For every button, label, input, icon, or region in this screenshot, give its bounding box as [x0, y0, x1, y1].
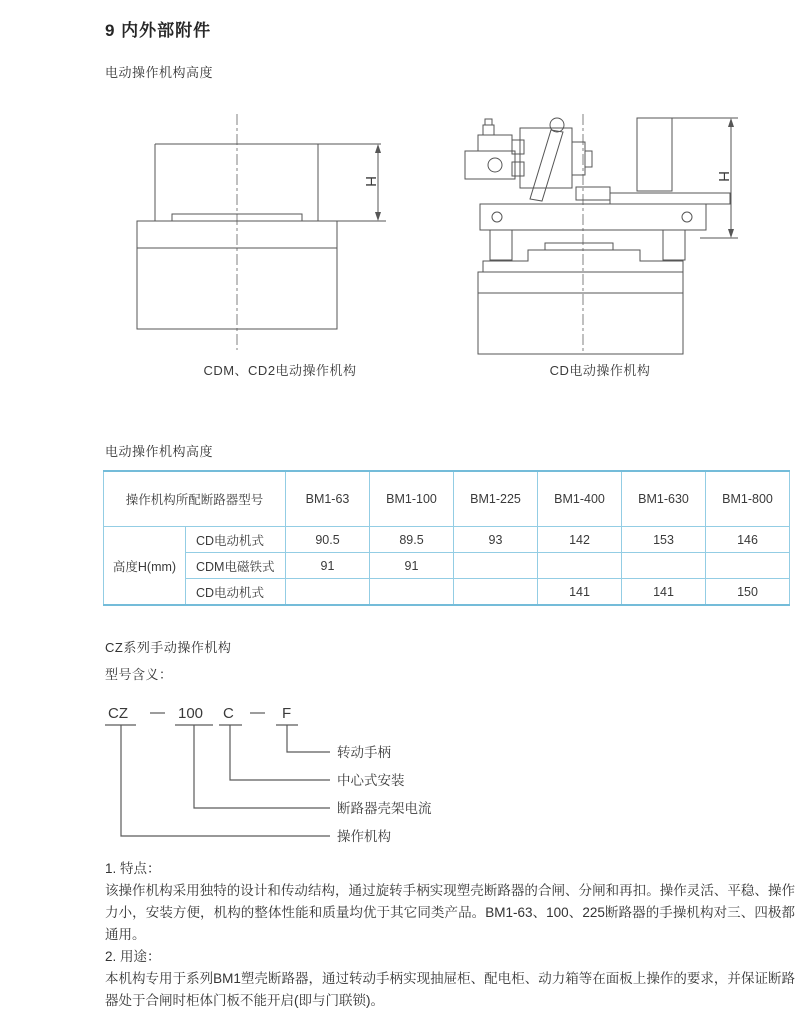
h-dimension-label: H [362, 176, 379, 187]
value-cell: 90.5 [286, 527, 370, 553]
model-part-label: 转动手柄 [337, 745, 391, 760]
features-heading: 1. 特点： [105, 861, 161, 876]
table-header-model: BM1-100 [370, 471, 454, 527]
cdm-cd2-mechanism-drawing [125, 108, 435, 360]
mechanism-type-cell: CD电动机式 [186, 527, 286, 553]
model-token-dash: — [250, 704, 265, 721]
model-part-label: 操作机构 [337, 829, 391, 844]
value-cell: 91 [286, 553, 370, 579]
usage-paragraph: 本机构专用于系列BM1塑壳断路器，通过转动手柄实现抽屉柜、配电柜、动力箱等在面板上操作的要求，并保证断路器处于合闸时柜体门板不能开启(即与门联锁)。 [105, 971, 795, 1008]
drawing-section-heading: 电动操作机构高度 [105, 65, 214, 80]
value-cell: 141 [622, 579, 706, 606]
model-token-dash: — [150, 704, 165, 721]
table-row [104, 527, 790, 553]
notes-section [105, 858, 795, 1012]
value-cell: 91 [370, 553, 454, 579]
table-header-model: BM1-63 [286, 471, 370, 527]
page-title: 9 内外部附件 [105, 21, 212, 40]
right-drawing-caption: CD电动操作机构 [549, 363, 651, 378]
value-cell: 146 [706, 527, 790, 553]
mechanism-type-cell: CD电动机式 [186, 579, 286, 606]
model-token: CZ [108, 705, 128, 722]
table-header-model: BM1-400 [538, 471, 622, 527]
table-section-heading: 电动操作机构高度 [105, 444, 214, 459]
value-cell: 153 [622, 527, 706, 553]
left-drawing-caption: CDM、CD2电动操作机构 [203, 363, 357, 378]
model-token: C [223, 705, 234, 722]
table-header-model: BM1-225 [454, 471, 538, 527]
model-token: F [282, 705, 292, 722]
value-cell [370, 579, 454, 606]
value-cell [286, 579, 370, 606]
table-header-model: BM1-630 [622, 471, 706, 527]
table-row [104, 579, 790, 606]
value-cell: 93 [454, 527, 538, 553]
cz-series-heading: CZ系列手动操作机构 [105, 640, 232, 655]
model-designation-diagram [105, 694, 545, 856]
value-cell: 150 [706, 579, 790, 606]
table-header-model: BM1-800 [706, 471, 790, 527]
value-cell: 89.5 [370, 527, 454, 553]
table-header-label: 操作机构所配断路器型号 [104, 471, 286, 527]
mechanism-type-cell: CDM电磁铁式 [186, 553, 286, 579]
features-paragraph: 该操作机构采用独特的设计和传动结构，通过旋转手柄实现塑壳断路器的合闸、分闸和再扣。操作灵活、平稳、操作力小，安装方便，机构的整体性能和质量均优于其它同类产品。BM1-63、100、225断路器的手操机构对三、四极都通用。 [105, 883, 795, 942]
value-cell [622, 553, 706, 579]
value-cell [538, 553, 622, 579]
height-spec-table [103, 470, 790, 606]
model-meaning-heading: 型号含义： [105, 667, 173, 682]
value-cell [454, 579, 538, 606]
h-dimension-label: H [715, 171, 732, 182]
model-part-label: 中心式安装 [337, 773, 405, 788]
usage-heading: 2. 用途： [105, 949, 161, 964]
cd-mechanism-drawing [450, 106, 750, 360]
value-cell: 142 [538, 527, 622, 553]
model-part-label: 断路器壳架电流 [337, 801, 432, 816]
value-cell [454, 553, 538, 579]
table-header-row [104, 471, 790, 527]
row-group-label: 高度H(mm) [104, 527, 186, 606]
model-token: 100 [178, 705, 204, 722]
table-row [104, 553, 790, 579]
value-cell [706, 553, 790, 579]
value-cell: 141 [538, 579, 622, 606]
